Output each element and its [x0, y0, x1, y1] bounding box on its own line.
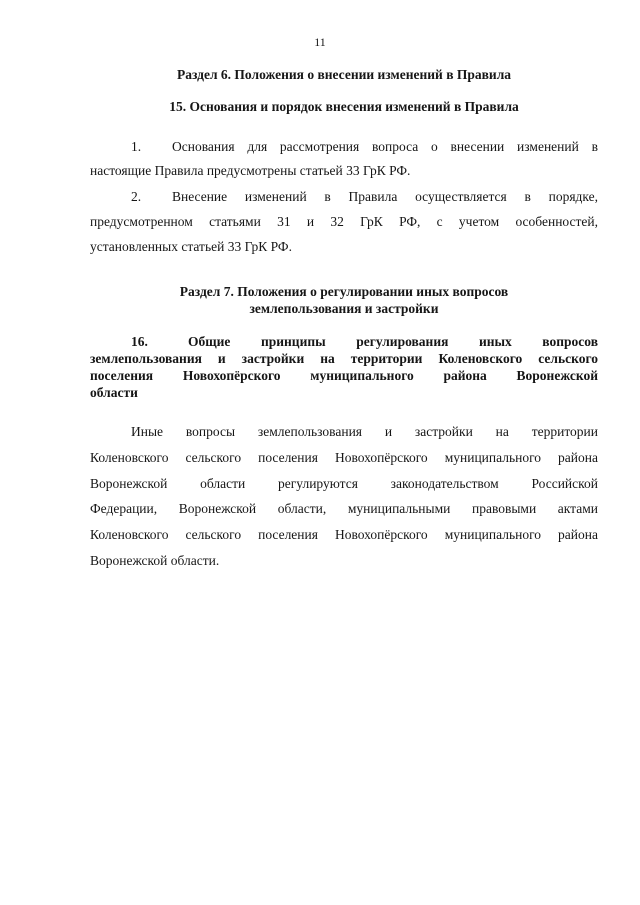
item-2-first-line: Внесение изменений в Правила осуществляется в порядке, [172, 189, 598, 204]
section-7-title-line: землепользования и застройки [249, 301, 439, 316]
item-2-line: установленных статьей 33 ГрК РФ. [90, 239, 292, 254]
article-16-body-line: Коленовского сельского поселения Новохопёрского муниципального района [90, 450, 598, 465]
article-16-title-first-line: Общие принципы регулирования иных вопросов [188, 334, 598, 349]
article-16-title-line: области [90, 385, 138, 400]
section-7-title-line: Раздел 7. Положения о регулировании иных вопросов [179, 284, 509, 299]
article-16-body-line: Иные вопросы землепользования и застройки на территории [131, 424, 598, 439]
article-16-body-line: Коленовского сельского поселения Новохопёрского муниципального района [90, 527, 598, 542]
item-1-first-line: Основания для рассмотрения вопроса о внесении изменений в [172, 139, 598, 154]
article-16-title-line: поселения Новохопёрского муниципального района Воронежской [90, 368, 598, 383]
page-number: 11 [314, 35, 326, 49]
article-16-body-line: Федерации, Воронежской области, муниципальными правовыми актами [90, 501, 598, 516]
article-16-body-line: Воронежской области. [90, 553, 220, 568]
article-15-title: 15. Основания и порядок внесения изменений в Правила [169, 99, 519, 114]
item-1-number: 1. [131, 139, 142, 154]
article-16-body-line: Воронежской области регулируются законодательством Российской [90, 476, 598, 491]
item-2-number: 2. [131, 189, 142, 204]
item-1-line: настоящие Правила предусмотрены статьей 33 ГрК РФ. [90, 163, 411, 178]
article-16-number: 16. [131, 334, 148, 349]
section-6-title: Раздел 6. Положения о внесении изменений в Правила [176, 67, 512, 82]
item-2-line: предусмотренном статьями 31 и 32 ГрК РФ, с учетом особенностей, [90, 214, 598, 229]
article-16-title-line: землепользования и застройки на территории Коленовского сельского [90, 351, 598, 366]
